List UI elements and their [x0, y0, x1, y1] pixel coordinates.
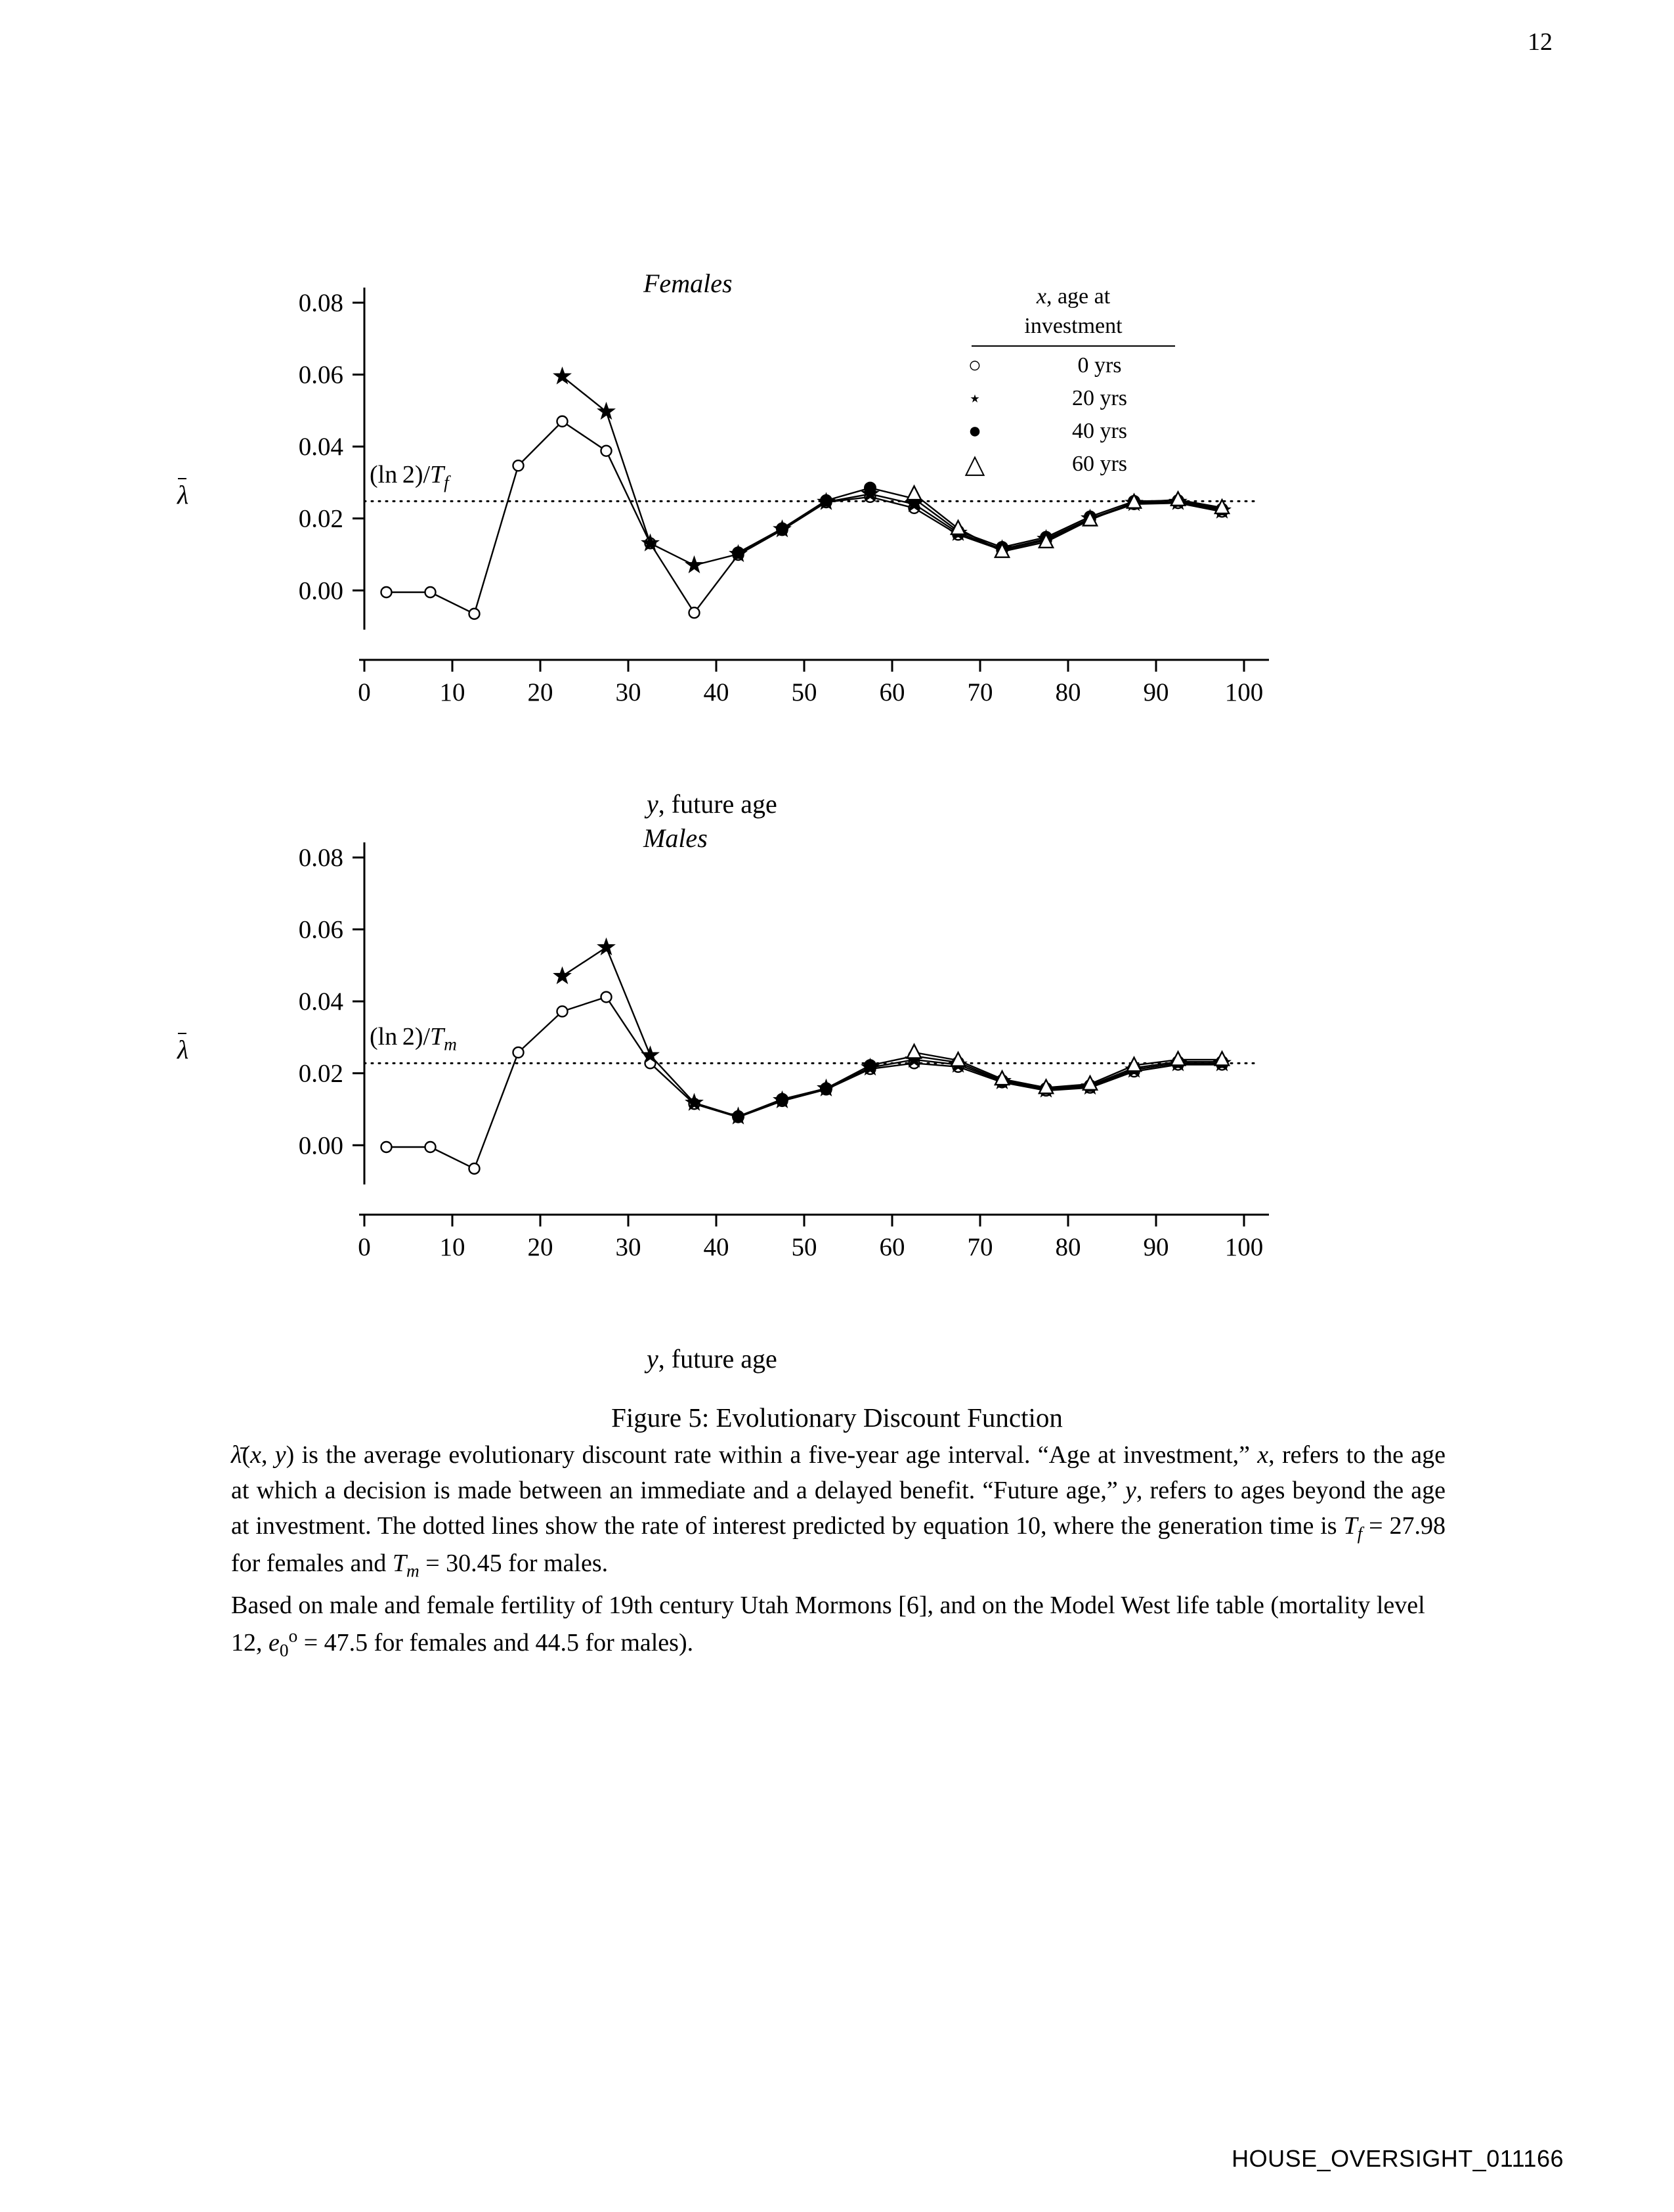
svg-text:0.06: 0.06 [298, 915, 343, 944]
chart-legend [932, 282, 1214, 481]
x-axis-label-females: y, future age [647, 789, 777, 819]
svg-text:60: 60 [879, 678, 905, 706]
page-number: 12 [1528, 28, 1553, 56]
svg-text:30: 30 [615, 1233, 641, 1261]
svg-text:0.02: 0.02 [298, 504, 343, 533]
legend-divider [972, 345, 1175, 347]
svg-text:60: 60 [879, 1233, 905, 1261]
plot-area-females: 0.000.020.040.060.080 10 20 30 40 50 60 70 80 90 100(ln $2)/T_f$ [298, 288, 1264, 706]
svg-text:30: 30 [615, 678, 641, 706]
svg-text:80: 80 [1055, 1233, 1081, 1261]
svg-text:10: 10 [439, 1233, 465, 1261]
legend-label-0yrs: 0 yrs [1077, 353, 1122, 378]
svg-text:100: 100 [1224, 678, 1264, 706]
bates-stamp: HOUSE_OVERSIGHT_011166 [1232, 2145, 1564, 2172]
x-axis-label-males: y, future age [647, 1344, 777, 1374]
chart-title-females: Females [643, 269, 733, 298]
legend-item-0yrs [932, 349, 1214, 382]
open-circle-icon: ○ [968, 353, 982, 378]
chart-title-males: Males [643, 823, 708, 853]
svg-text:90: 90 [1143, 1233, 1169, 1261]
svg-text:0.04: 0.04 [298, 433, 343, 462]
legend-title-line1: x, age at [1036, 284, 1111, 309]
svg-text:0.08: 0.08 [298, 288, 343, 317]
caption-paragraph-2: Based on male and female fertility of 19th century Utah Mormons [6], and on the Model West life table (mortality level 12, $e_0^o = 47.5$ for females and 44.5 for males). [231, 1591, 1425, 1660]
figure-5 [177, 269, 1477, 1374]
legend-label-40yrs: 40 yrs [1071, 418, 1128, 443]
chart-panel-males [177, 823, 1339, 1374]
figure-caption-title: Figure 5: Evolutionary Discount Function [611, 1402, 1063, 1433]
plot-area-males: 0.000.020.040.060.080 10 20 30 40 50 60 70 80 90 100(ln $2)/T_m$ [298, 843, 1264, 1261]
legend-item-60yrs [932, 448, 1214, 481]
svg-text:0: 0 [358, 1233, 371, 1261]
y-axis-label-males: λ [177, 1035, 189, 1064]
svg-text:50: 50 [791, 1233, 817, 1261]
svg-text:40: 40 [703, 678, 729, 706]
svg-text:40: 40 [703, 1233, 729, 1261]
svg-text:0.00: 0.00 [298, 576, 343, 605]
caption-paragraph-1: λ̄(x, y) is the average evolutionary discount rate within a five-year age interval. “Age at investment,” x, refers to the age at which a decision is made between an immediate and a delayed benefit. “Future age,” y, refers to ages beyond the age at investment. The dotted lines show the rate of interest predicted by equation 10, where the generation time is $T_f = 27.98$ for females and $T_m = 30.45$ for males. [231, 1441, 1446, 1581]
svg-text:10: 10 [439, 678, 465, 706]
svg-text:0: 0 [358, 678, 371, 706]
legend-item-20yrs [932, 382, 1214, 415]
legend-label-20yrs: 20 yrs [1071, 385, 1128, 410]
chart-panel-females [177, 269, 1339, 819]
svg-text:70: 70 [967, 678, 993, 706]
filled-circle-icon: ● [968, 418, 982, 443]
figure-caption-body [231, 1438, 1446, 1664]
legend-title-line2: investment [1024, 313, 1123, 338]
svg-text:50: 50 [791, 678, 817, 706]
legend-label-60yrs: 60 yrs [1071, 451, 1128, 476]
y-axis-label-females: λ [177, 480, 189, 510]
svg-text:0.08: 0.08 [298, 843, 343, 872]
svg-text:0.04: 0.04 [298, 987, 343, 1016]
svg-text:0.06: 0.06 [298, 360, 343, 389]
svg-text:0.00: 0.00 [298, 1131, 343, 1160]
svg-text:20: 20 [527, 678, 553, 706]
svg-text:20: 20 [527, 1233, 553, 1261]
svg-text:80: 80 [1055, 678, 1081, 706]
svg-text:100: 100 [1224, 1233, 1264, 1261]
open-triangle-icon: △ [964, 449, 985, 479]
svg-text:90: 90 [1143, 678, 1169, 706]
star-icon: ⋆ [968, 386, 982, 411]
svg-text:70: 70 [967, 1233, 993, 1261]
legend-item-40yrs [932, 415, 1214, 448]
svg-text:0.02: 0.02 [298, 1059, 343, 1088]
